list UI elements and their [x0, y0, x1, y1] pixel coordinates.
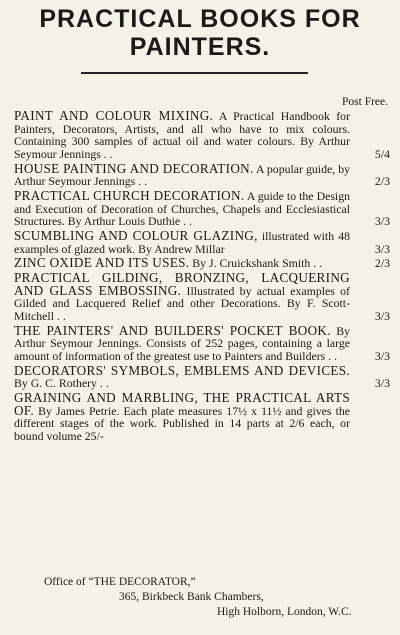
page-title-line2: PAINTERS.: [129, 33, 271, 61]
book-title: SCUMBLING AND COLOUR GLAZING,: [14, 227, 258, 243]
book-entry: [14, 187, 390, 229]
book-entry: [14, 227, 390, 256]
book-description: By J. Cruickshank Smith . .: [192, 256, 323, 271]
book-title: PAINT AND COLOUR MIXING.: [14, 108, 214, 123]
book-description: A guide to the Design and Execution of Decoration of Churches, Chapels and Ecclesiastical Structures. By Arthur Louis Duthie . .: [14, 188, 350, 229]
book-title: DECORATORS' SYMBOLS, EMBLEMS AND DEVICES.: [14, 362, 350, 378]
book-entry: [14, 272, 390, 322]
book-description: By Arthur Seymour Jennings. Consists of 252 pages, containing a large amount of information of the greatest use to Painters and Builders . .: [14, 323, 350, 363]
book-price: 3/3: [374, 348, 390, 363]
book-entry: [14, 322, 390, 363]
book-price: 3/3: [374, 376, 390, 391]
book-description: A popular guide, by Arthur Seymour Jennings . .: [14, 161, 350, 189]
book-title: THE PAINTERS' AND BUILDERS' POCKET BOOK.: [14, 322, 331, 338]
office-line: Office of “THE DECORATOR,”: [44, 576, 196, 588]
book-entry: [14, 362, 390, 391]
book-price: 3/3: [374, 241, 390, 256]
book-title: PRACTICAL CHURCH DECORATION.: [14, 187, 245, 203]
page-title-line1: PRACTICAL BOOKS FOR: [39, 5, 361, 33]
book-entry: [14, 160, 390, 189]
book-price: 2/3: [374, 174, 390, 189]
book-entry: [14, 110, 390, 160]
office-line: High Holborn, London, W.C.: [217, 606, 352, 618]
book-description: illustrated with 48 examples of glazed work. By Andrew Millar: [14, 228, 350, 256]
book-price: 3/3: [374, 308, 390, 323]
book-title: GRAINING AND MARBLING, THE PRACTICAL ARTS OF.: [14, 389, 350, 418]
title-divider: [81, 72, 308, 74]
book-title: ZINC OXIDE AND ITS USES.: [14, 255, 190, 271]
book-description: Illustrated by actual examples of Gilded and Lacquered Relief and other Decorations. By F. Scott-Mitchell . .: [14, 283, 350, 323]
book-entry: [14, 257, 390, 270]
office-line: 365, Birkbeck Bank Chambers,: [119, 591, 264, 603]
book-price: 3/3: [374, 214, 390, 229]
book-title: PRACTICAL GILDING, BRONZING, LACQUERING AND GLASS EMBOSSING.: [14, 270, 350, 298]
book-price: 5/4: [374, 146, 390, 161]
post-free-header: Post Free.: [342, 96, 388, 108]
book-description: By James Petrie. Each plate measures 17½ x 11½ and gives the different stages of the work. Published in 14 parts at 2/6 each, or bound volume 25/-: [14, 403, 350, 443]
book-title: HOUSE PAINTING AND DECORATION.: [14, 160, 254, 176]
book-price: 2/3: [374, 256, 390, 271]
book-description: A Practical Handbook for Painters, Decorators, Artists, and all who have to mix colours. Containing 300 samples of actual oil and water colours. By Arthur Seymour Jennings . .: [14, 109, 350, 161]
book-description: By G. C. Rothery . .: [14, 376, 109, 391]
book-entry: [14, 389, 390, 443]
book-list: [14, 110, 390, 445]
